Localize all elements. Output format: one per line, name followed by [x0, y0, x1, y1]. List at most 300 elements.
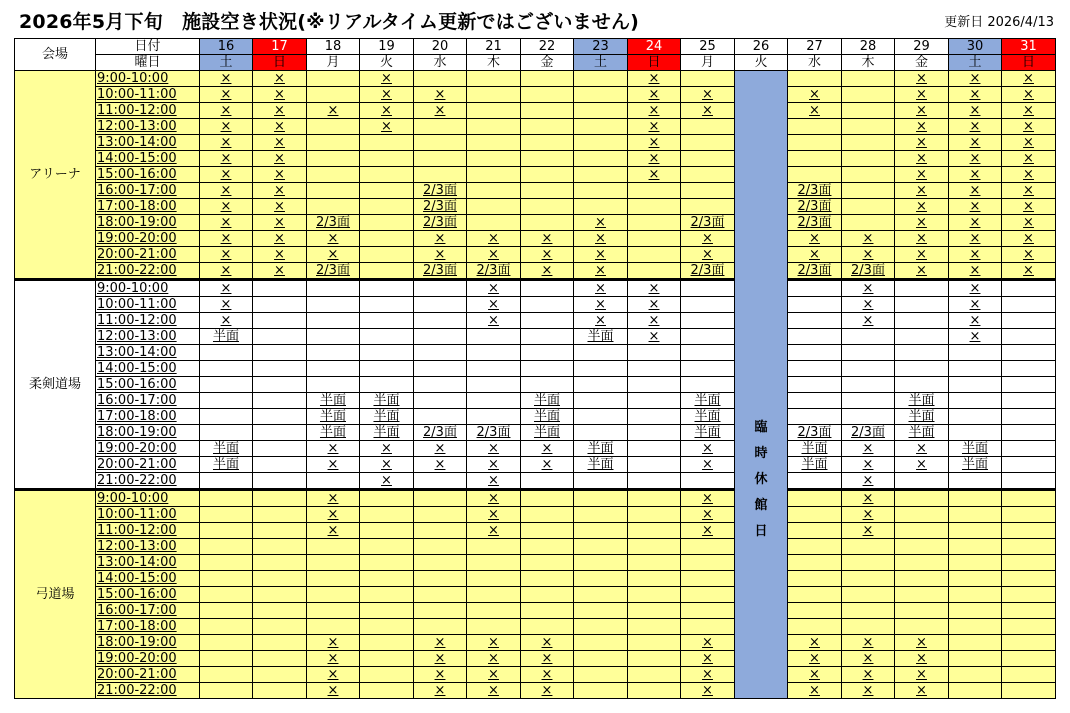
time-slot: 12:00-13:00	[96, 539, 200, 555]
slot-cell: ×	[1002, 135, 1056, 151]
slot-cell	[360, 135, 414, 151]
slot-cell: ×	[307, 635, 360, 651]
slot-cell	[307, 297, 360, 313]
slot-cell: 半面	[574, 457, 628, 473]
slot-cell: ×	[681, 231, 735, 247]
date-cell-23: 23	[574, 39, 628, 55]
slot-cell	[788, 473, 842, 490]
slot-cell: ×	[628, 313, 681, 329]
slot-cell	[521, 473, 574, 490]
closed-char: 日	[754, 523, 768, 539]
time-slot: 12:00-13:00	[96, 329, 200, 345]
slot-cell	[788, 361, 842, 377]
slot-cell	[307, 473, 360, 490]
slot-cell	[628, 619, 681, 635]
time-slot: 14:00-15:00	[96, 361, 200, 377]
slot-cell	[200, 473, 253, 490]
time-slot: 18:00-19:00	[96, 635, 200, 651]
slot-cell	[949, 490, 1002, 507]
slot-cell: ×	[842, 457, 895, 473]
slot-cell	[360, 183, 414, 199]
slot-cell: ×	[842, 313, 895, 329]
slot-cell	[414, 280, 467, 297]
slot-cell	[467, 587, 521, 603]
slot-cell	[788, 167, 842, 183]
slot-cell	[360, 263, 414, 280]
slot-cell: ×	[788, 635, 842, 651]
slot-cell: ×	[307, 441, 360, 457]
table-row	[15, 247, 1056, 263]
table-row	[15, 683, 1056, 699]
slot-cell	[414, 409, 467, 425]
dow-cell-19: 火	[360, 55, 414, 71]
slot-cell: 半面	[521, 425, 574, 441]
slot-cell	[895, 329, 949, 345]
slot-cell: ×	[521, 441, 574, 457]
slot-cell	[681, 473, 735, 490]
slot-cell	[360, 199, 414, 215]
slot-cell: 2/3面	[467, 425, 521, 441]
dow-label: 曜日	[96, 55, 200, 71]
slot-cell	[681, 329, 735, 345]
slot-cell	[414, 361, 467, 377]
time-slot: 11:00-12:00	[96, 313, 200, 329]
slot-cell: ×	[628, 151, 681, 167]
slot-cell	[1002, 377, 1056, 393]
slot-cell: ×	[521, 263, 574, 280]
slot-cell: ×	[895, 87, 949, 103]
slot-cell	[681, 555, 735, 571]
table-row	[15, 473, 1056, 490]
slot-cell: ×	[574, 263, 628, 280]
slot-cell	[200, 603, 253, 619]
slot-cell	[574, 507, 628, 523]
closed-char: 臨	[754, 419, 768, 435]
slot-cell	[414, 71, 467, 87]
slot-cell: 半面	[307, 409, 360, 425]
slot-cell	[467, 361, 521, 377]
slot-cell: 半面	[360, 409, 414, 425]
slot-cell: 2/3面	[681, 263, 735, 280]
slot-cell	[788, 523, 842, 539]
slot-cell	[467, 619, 521, 635]
slot-cell	[253, 539, 307, 555]
time-slot: 17:00-18:00	[96, 199, 200, 215]
slot-cell	[574, 377, 628, 393]
slot-cell: ×	[842, 667, 895, 683]
slot-cell	[360, 231, 414, 247]
slot-cell	[842, 393, 895, 409]
slot-cell: ×	[842, 523, 895, 539]
slot-cell	[681, 199, 735, 215]
slot-cell	[628, 183, 681, 199]
time-slot: 16:00-17:00	[96, 393, 200, 409]
slot-cell: ×	[895, 683, 949, 699]
time-slot: 9:00-10:00	[96, 280, 200, 297]
slot-cell	[842, 555, 895, 571]
slot-cell: ×	[949, 183, 1002, 199]
table-row	[15, 103, 1056, 119]
table-row	[15, 555, 1056, 571]
time-slot: 10:00-11:00	[96, 297, 200, 313]
slot-cell: 2/3面	[414, 215, 467, 231]
slot-cell	[414, 490, 467, 507]
slot-cell: ×	[253, 183, 307, 199]
slot-cell	[253, 345, 307, 361]
slot-cell: ×	[949, 71, 1002, 87]
slot-cell	[253, 490, 307, 507]
slot-cell	[574, 473, 628, 490]
slot-cell: 半面	[681, 393, 735, 409]
slot-cell: ×	[467, 651, 521, 667]
slot-cell	[949, 393, 1002, 409]
slot-cell	[842, 87, 895, 103]
dow-cell-18: 月	[307, 55, 360, 71]
slot-cell	[949, 603, 1002, 619]
slot-cell: ×	[467, 523, 521, 539]
slot-cell: ×	[253, 103, 307, 119]
slot-cell	[253, 603, 307, 619]
slot-cell: 半面	[360, 425, 414, 441]
slot-cell: 半面	[200, 441, 253, 457]
slot-cell: 2/3面	[307, 263, 360, 280]
slot-cell: ×	[253, 87, 307, 103]
slot-cell: ×	[521, 667, 574, 683]
date-cell-17: 17	[253, 39, 307, 55]
slot-cell	[467, 555, 521, 571]
slot-cell	[842, 103, 895, 119]
slot-cell: 半面	[681, 425, 735, 441]
slot-cell: ×	[574, 313, 628, 329]
slot-cell: ×	[467, 280, 521, 297]
slot-cell	[253, 280, 307, 297]
slot-cell: ×	[628, 167, 681, 183]
slot-cell: ×	[949, 280, 1002, 297]
date-cell-20: 20	[414, 39, 467, 55]
dow-cell-23: 土	[574, 55, 628, 71]
slot-cell	[414, 167, 467, 183]
slot-cell: ×	[574, 231, 628, 247]
slot-cell	[842, 377, 895, 393]
slot-cell: ×	[200, 71, 253, 87]
slot-cell: 半面	[895, 409, 949, 425]
slot-cell: ×	[200, 231, 253, 247]
slot-cell	[307, 361, 360, 377]
slot-cell: ×	[1002, 167, 1056, 183]
table-row	[15, 587, 1056, 603]
slot-cell: ×	[1002, 215, 1056, 231]
table-row	[15, 539, 1056, 555]
slot-cell: ×	[895, 71, 949, 87]
slot-cell	[200, 361, 253, 377]
slot-cell: ×	[200, 103, 253, 119]
slot-cell	[360, 377, 414, 393]
slot-cell	[949, 635, 1002, 651]
slot-cell	[681, 361, 735, 377]
time-slot: 19:00-20:00	[96, 441, 200, 457]
slot-cell	[521, 587, 574, 603]
time-slot: 19:00-20:00	[96, 231, 200, 247]
slot-cell	[1002, 425, 1056, 441]
slot-cell	[307, 587, 360, 603]
slot-cell	[1002, 507, 1056, 523]
slot-cell	[949, 571, 1002, 587]
time-slot: 9:00-10:00	[96, 71, 200, 87]
slot-cell: ×	[788, 667, 842, 683]
slot-cell: ×	[949, 313, 1002, 329]
slot-cell	[360, 667, 414, 683]
slot-cell: 2/3面	[788, 215, 842, 231]
slot-cell	[681, 135, 735, 151]
slot-cell	[467, 87, 521, 103]
slot-cell	[574, 345, 628, 361]
closed-day-cell	[735, 71, 788, 699]
slot-cell	[788, 409, 842, 425]
slot-cell	[521, 71, 574, 87]
slot-cell	[200, 619, 253, 635]
slot-cell: ×	[681, 651, 735, 667]
slot-cell	[681, 377, 735, 393]
slot-cell	[307, 71, 360, 87]
slot-cell: ×	[681, 457, 735, 473]
slot-cell: ×	[842, 247, 895, 263]
slot-cell	[307, 345, 360, 361]
slot-cell: ×	[200, 263, 253, 280]
slot-cell: ×	[360, 119, 414, 135]
time-slot: 15:00-16:00	[96, 377, 200, 393]
dow-cell-22: 金	[521, 55, 574, 71]
slot-cell	[842, 539, 895, 555]
slot-cell	[360, 345, 414, 361]
slot-cell	[788, 393, 842, 409]
slot-cell: ×	[253, 247, 307, 263]
slot-cell	[1002, 457, 1056, 473]
slot-cell	[521, 280, 574, 297]
slot-cell	[1002, 297, 1056, 313]
slot-cell	[521, 555, 574, 571]
slot-cell	[414, 555, 467, 571]
slot-cell	[842, 619, 895, 635]
time-slot: 10:00-11:00	[96, 87, 200, 103]
slot-cell: ×	[628, 329, 681, 345]
slot-cell	[681, 313, 735, 329]
slot-cell	[360, 247, 414, 263]
slot-cell: ×	[414, 667, 467, 683]
slot-cell	[467, 151, 521, 167]
slot-cell	[521, 167, 574, 183]
slot-cell	[842, 345, 895, 361]
slot-cell	[467, 215, 521, 231]
slot-cell	[253, 313, 307, 329]
slot-cell	[842, 183, 895, 199]
slot-cell	[521, 313, 574, 329]
time-slot: 16:00-17:00	[96, 603, 200, 619]
slot-cell	[521, 119, 574, 135]
slot-cell: 2/3面	[681, 215, 735, 231]
slot-cell	[788, 587, 842, 603]
slot-cell: ×	[681, 103, 735, 119]
slot-cell	[414, 377, 467, 393]
slot-cell: ×	[949, 167, 1002, 183]
slot-cell	[307, 329, 360, 345]
time-slot: 13:00-14:00	[96, 345, 200, 361]
slot-cell	[628, 215, 681, 231]
slot-cell	[360, 167, 414, 183]
slot-cell	[628, 539, 681, 555]
slot-cell: ×	[842, 473, 895, 490]
slot-cell	[414, 313, 467, 329]
slot-cell	[414, 571, 467, 587]
slot-cell	[628, 199, 681, 215]
slot-cell: 2/3面	[788, 199, 842, 215]
slot-cell	[842, 119, 895, 135]
table-row	[15, 667, 1056, 683]
slot-cell	[360, 555, 414, 571]
slot-cell: ×	[895, 263, 949, 280]
slot-cell	[414, 119, 467, 135]
slot-cell: ×	[949, 103, 1002, 119]
slot-cell	[788, 377, 842, 393]
dow-cell-24: 日	[628, 55, 681, 71]
slot-cell: ×	[949, 247, 1002, 263]
slot-cell	[788, 313, 842, 329]
slot-cell	[1002, 683, 1056, 699]
slot-cell	[788, 329, 842, 345]
slot-cell: ×	[574, 297, 628, 313]
slot-cell	[360, 651, 414, 667]
slot-cell: ×	[200, 183, 253, 199]
slot-cell	[788, 539, 842, 555]
slot-cell	[414, 473, 467, 490]
slot-cell	[200, 490, 253, 507]
slot-cell: ×	[895, 457, 949, 473]
slot-cell: ×	[895, 667, 949, 683]
slot-cell: ×	[200, 313, 253, 329]
slot-cell: 半面	[949, 457, 1002, 473]
slot-cell: ×	[949, 215, 1002, 231]
time-slot: 17:00-18:00	[96, 409, 200, 425]
slot-cell	[200, 555, 253, 571]
slot-cell	[253, 507, 307, 523]
date-cell-31: 31	[1002, 39, 1056, 55]
time-slot: 20:00-21:00	[96, 667, 200, 683]
slot-cell: ×	[628, 71, 681, 87]
slot-cell	[253, 619, 307, 635]
slot-cell	[681, 151, 735, 167]
slot-cell	[628, 231, 681, 247]
table-row	[15, 71, 1056, 87]
slot-cell	[628, 361, 681, 377]
slot-cell	[895, 280, 949, 297]
slot-cell	[788, 135, 842, 151]
slot-cell: ×	[895, 135, 949, 151]
slot-cell	[1002, 667, 1056, 683]
dow-cell-17: 日	[253, 55, 307, 71]
slot-cell	[1002, 313, 1056, 329]
slot-cell	[253, 457, 307, 473]
slot-cell	[200, 393, 253, 409]
date-cell-22: 22	[521, 39, 574, 55]
slot-cell	[200, 587, 253, 603]
slot-cell: ×	[788, 103, 842, 119]
slot-cell: ×	[253, 199, 307, 215]
slot-cell: ×	[788, 247, 842, 263]
slot-cell: ×	[1002, 151, 1056, 167]
slot-cell: ×	[788, 87, 842, 103]
slot-cell	[681, 183, 735, 199]
slot-cell	[360, 215, 414, 231]
slot-cell	[949, 683, 1002, 699]
slot-cell: ×	[1002, 231, 1056, 247]
slot-cell	[788, 619, 842, 635]
slot-cell	[521, 490, 574, 507]
slot-cell: ×	[895, 635, 949, 651]
slot-cell	[307, 619, 360, 635]
table-row	[15, 183, 1056, 199]
slot-cell: ×	[521, 635, 574, 651]
slot-cell	[895, 571, 949, 587]
slot-cell	[1002, 409, 1056, 425]
time-slot: 14:00-15:00	[96, 571, 200, 587]
slot-cell	[360, 280, 414, 297]
slot-cell: ×	[895, 103, 949, 119]
slot-cell: ×	[414, 635, 467, 651]
table-row	[15, 313, 1056, 329]
slot-cell	[307, 555, 360, 571]
slot-cell	[628, 263, 681, 280]
slot-cell: ×	[360, 473, 414, 490]
slot-cell: ×	[842, 490, 895, 507]
slot-cell: ×	[949, 151, 1002, 167]
table-row	[15, 523, 1056, 539]
slot-cell: ×	[949, 263, 1002, 280]
slot-cell: 半面	[521, 393, 574, 409]
date-cell-21: 21	[467, 39, 521, 55]
venue-name: 柔剣道場	[15, 280, 96, 490]
slot-cell	[253, 571, 307, 587]
date-cell-29: 29	[895, 39, 949, 55]
slot-cell	[681, 71, 735, 87]
slot-cell	[521, 507, 574, 523]
slot-cell	[574, 361, 628, 377]
slot-cell	[574, 490, 628, 507]
slot-cell: ×	[895, 441, 949, 457]
slot-cell	[253, 683, 307, 699]
slot-cell	[1002, 393, 1056, 409]
slot-cell	[467, 71, 521, 87]
slot-cell	[895, 345, 949, 361]
slot-cell: ×	[1002, 119, 1056, 135]
slot-cell: ×	[788, 651, 842, 667]
slot-cell: ×	[200, 151, 253, 167]
slot-cell	[681, 587, 735, 603]
slot-cell: ×	[681, 247, 735, 263]
slot-cell	[628, 441, 681, 457]
slot-cell: ×	[414, 87, 467, 103]
slot-cell	[200, 523, 253, 539]
slot-cell: ×	[253, 263, 307, 280]
slot-cell	[467, 603, 521, 619]
slot-cell: ×	[628, 280, 681, 297]
slot-cell	[307, 280, 360, 297]
venue-name: アリーナ	[15, 71, 96, 280]
slot-cell	[307, 167, 360, 183]
slot-cell	[360, 571, 414, 587]
slot-cell	[842, 151, 895, 167]
slot-cell: ×	[628, 87, 681, 103]
table-row	[15, 457, 1056, 473]
slot-cell	[574, 409, 628, 425]
